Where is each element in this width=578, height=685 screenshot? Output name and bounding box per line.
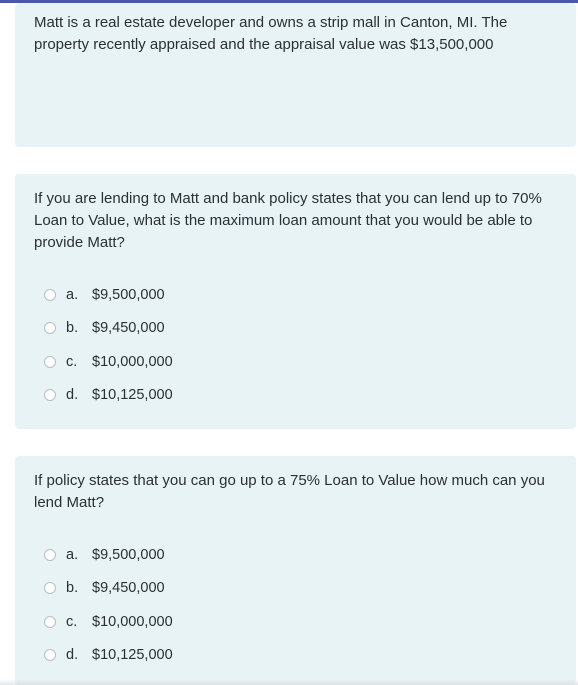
option-text: $10,125,000 bbox=[92, 647, 173, 664]
question-1-option-d[interactable] bbox=[34, 379, 557, 413]
question-2-option-a[interactable] bbox=[34, 538, 557, 572]
intro-text: Matt is a real estate developer and owns a strip mall in Canton, MI. The property recently appraised and the appraisal value was $13,500,000 bbox=[34, 14, 508, 53]
option-letter: a. bbox=[66, 286, 79, 303]
radio-button-icon[interactable] bbox=[44, 356, 56, 368]
option-text: $10,000,000 bbox=[92, 613, 173, 630]
radio-button-icon[interactable] bbox=[44, 582, 56, 594]
question-1-option-c[interactable] bbox=[34, 345, 557, 379]
question-2-option-c[interactable] bbox=[34, 605, 557, 639]
question-card-1 bbox=[15, 174, 576, 429]
option-text: $9,450,000 bbox=[92, 320, 165, 337]
option-letter: b. bbox=[66, 320, 79, 337]
option-text: $9,450,000 bbox=[92, 580, 165, 597]
question-2-option-d[interactable] bbox=[34, 639, 557, 673]
option-text: $9,500,000 bbox=[92, 286, 165, 303]
option-letter: c. bbox=[66, 353, 78, 370]
question-1-option-b[interactable] bbox=[34, 312, 557, 346]
radio-button-icon[interactable] bbox=[44, 549, 56, 561]
option-text: $10,000,000 bbox=[92, 353, 173, 370]
option-letter: a. bbox=[66, 546, 79, 563]
radio-button-icon[interactable] bbox=[44, 649, 56, 661]
question-1-option-a[interactable] bbox=[34, 278, 557, 312]
option-letter: c. bbox=[66, 613, 78, 630]
radio-button-icon[interactable] bbox=[44, 289, 56, 301]
question-2-option-b[interactable] bbox=[34, 572, 557, 606]
question-card-2 bbox=[15, 456, 576, 685]
option-text: $9,500,000 bbox=[92, 546, 165, 563]
option-text: $10,125,000 bbox=[92, 387, 173, 404]
radio-button-icon[interactable] bbox=[44, 322, 56, 334]
option-letter: d. bbox=[66, 647, 79, 664]
question-2-options bbox=[34, 538, 557, 672]
question-1-stem: If you are lending to Matt and bank policy states that you can lend up to 70% Loan to Value, what is the maximum loan amount that you would be able to provide Matt? bbox=[34, 190, 542, 251]
intro-card bbox=[15, 3, 576, 147]
radio-button-icon[interactable] bbox=[44, 389, 56, 401]
option-letter: d. bbox=[66, 387, 79, 404]
question-2-stem: If policy states that you can go up to a 75% Loan to Value how much can you lend Matt? bbox=[34, 472, 545, 511]
radio-button-icon[interactable] bbox=[44, 616, 56, 628]
question-1-options bbox=[34, 278, 557, 412]
option-letter: b. bbox=[66, 580, 79, 597]
bottom-fade bbox=[0, 679, 578, 685]
